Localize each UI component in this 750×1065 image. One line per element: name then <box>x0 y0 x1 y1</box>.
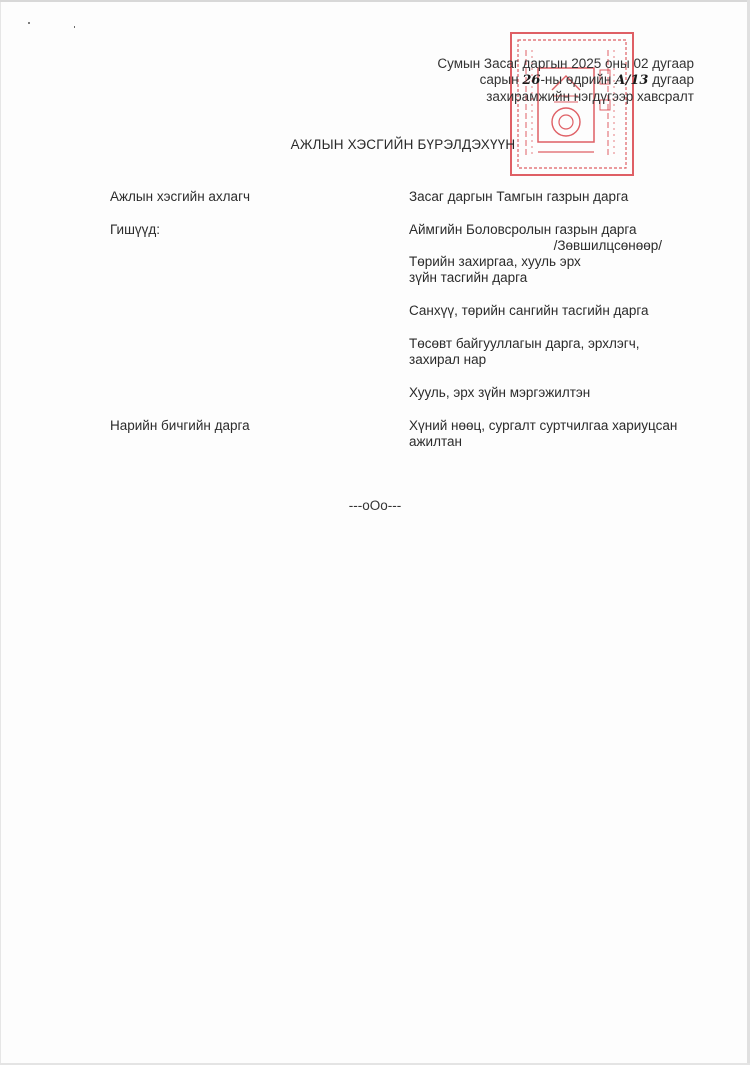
document-title: АЖЛЫН ХЭСГИЙН БҮРЭЛДЭХҮҮН <box>290 137 516 152</box>
scan-speck <box>74 26 75 28</box>
secretary-line-2: ажилтан <box>409 434 462 449</box>
secretary-label: Нарийн бичгийн дарга <box>110 418 250 433</box>
member-4 <box>409 336 709 368</box>
reference-line-2-end: дугаар <box>648 72 694 87</box>
member-1-text: Аймгийн Боловсролын газрын дарга <box>409 222 637 237</box>
reference-line-3: захирамжийн нэгдүгээр хавсралт <box>486 89 694 104</box>
secretary-line-1: Хүний нөөц, сургалт суртчилгаа хариуцсан <box>409 418 678 433</box>
handwritten-order-number: А/13 <box>615 73 649 88</box>
reference-line-2 <box>374 72 694 89</box>
reference-line-2-start: сарын <box>479 72 523 87</box>
secretary-value <box>409 418 709 450</box>
member-3: Санхүү, төрийн сангийн тасгийн дарга <box>409 303 649 318</box>
member-5: Хууль, эрх зүйн мэргэжилтэн <box>409 385 591 400</box>
member-4-line-1: Төсөвт байгууллагын дарга, эрхлэгч, <box>409 336 640 351</box>
member-2-line-1: Төрийн захиргаа, хууль эрх <box>409 254 581 269</box>
member-2-line-2: зүйн тасгийн дарга <box>409 270 528 285</box>
member-1-note: /Зөвшилцсөнөөр/ <box>553 238 662 253</box>
reference-line-2-middle: -ны өдрийн <box>540 72 616 87</box>
document-title-wrapper <box>0 137 750 152</box>
chair-label: Ажлын хэсгийн ахлагч <box>110 189 251 204</box>
appendix-reference <box>374 56 694 105</box>
handwritten-day: 26 <box>522 73 541 88</box>
chair-value: Засаг даргын Тамгын газрын дарга <box>409 189 629 204</box>
end-of-document-mark: ---оОо--- <box>348 498 402 513</box>
scan-edge-top <box>0 0 750 2</box>
member-1 <box>409 222 709 286</box>
members-label: Гишүүд: <box>110 222 161 237</box>
reference-line-1: Сумын Засаг даргын 2025 оны 02 дугаар <box>437 56 694 71</box>
scan-speck <box>28 22 30 24</box>
member-4-line-2: захирал нар <box>409 352 487 367</box>
